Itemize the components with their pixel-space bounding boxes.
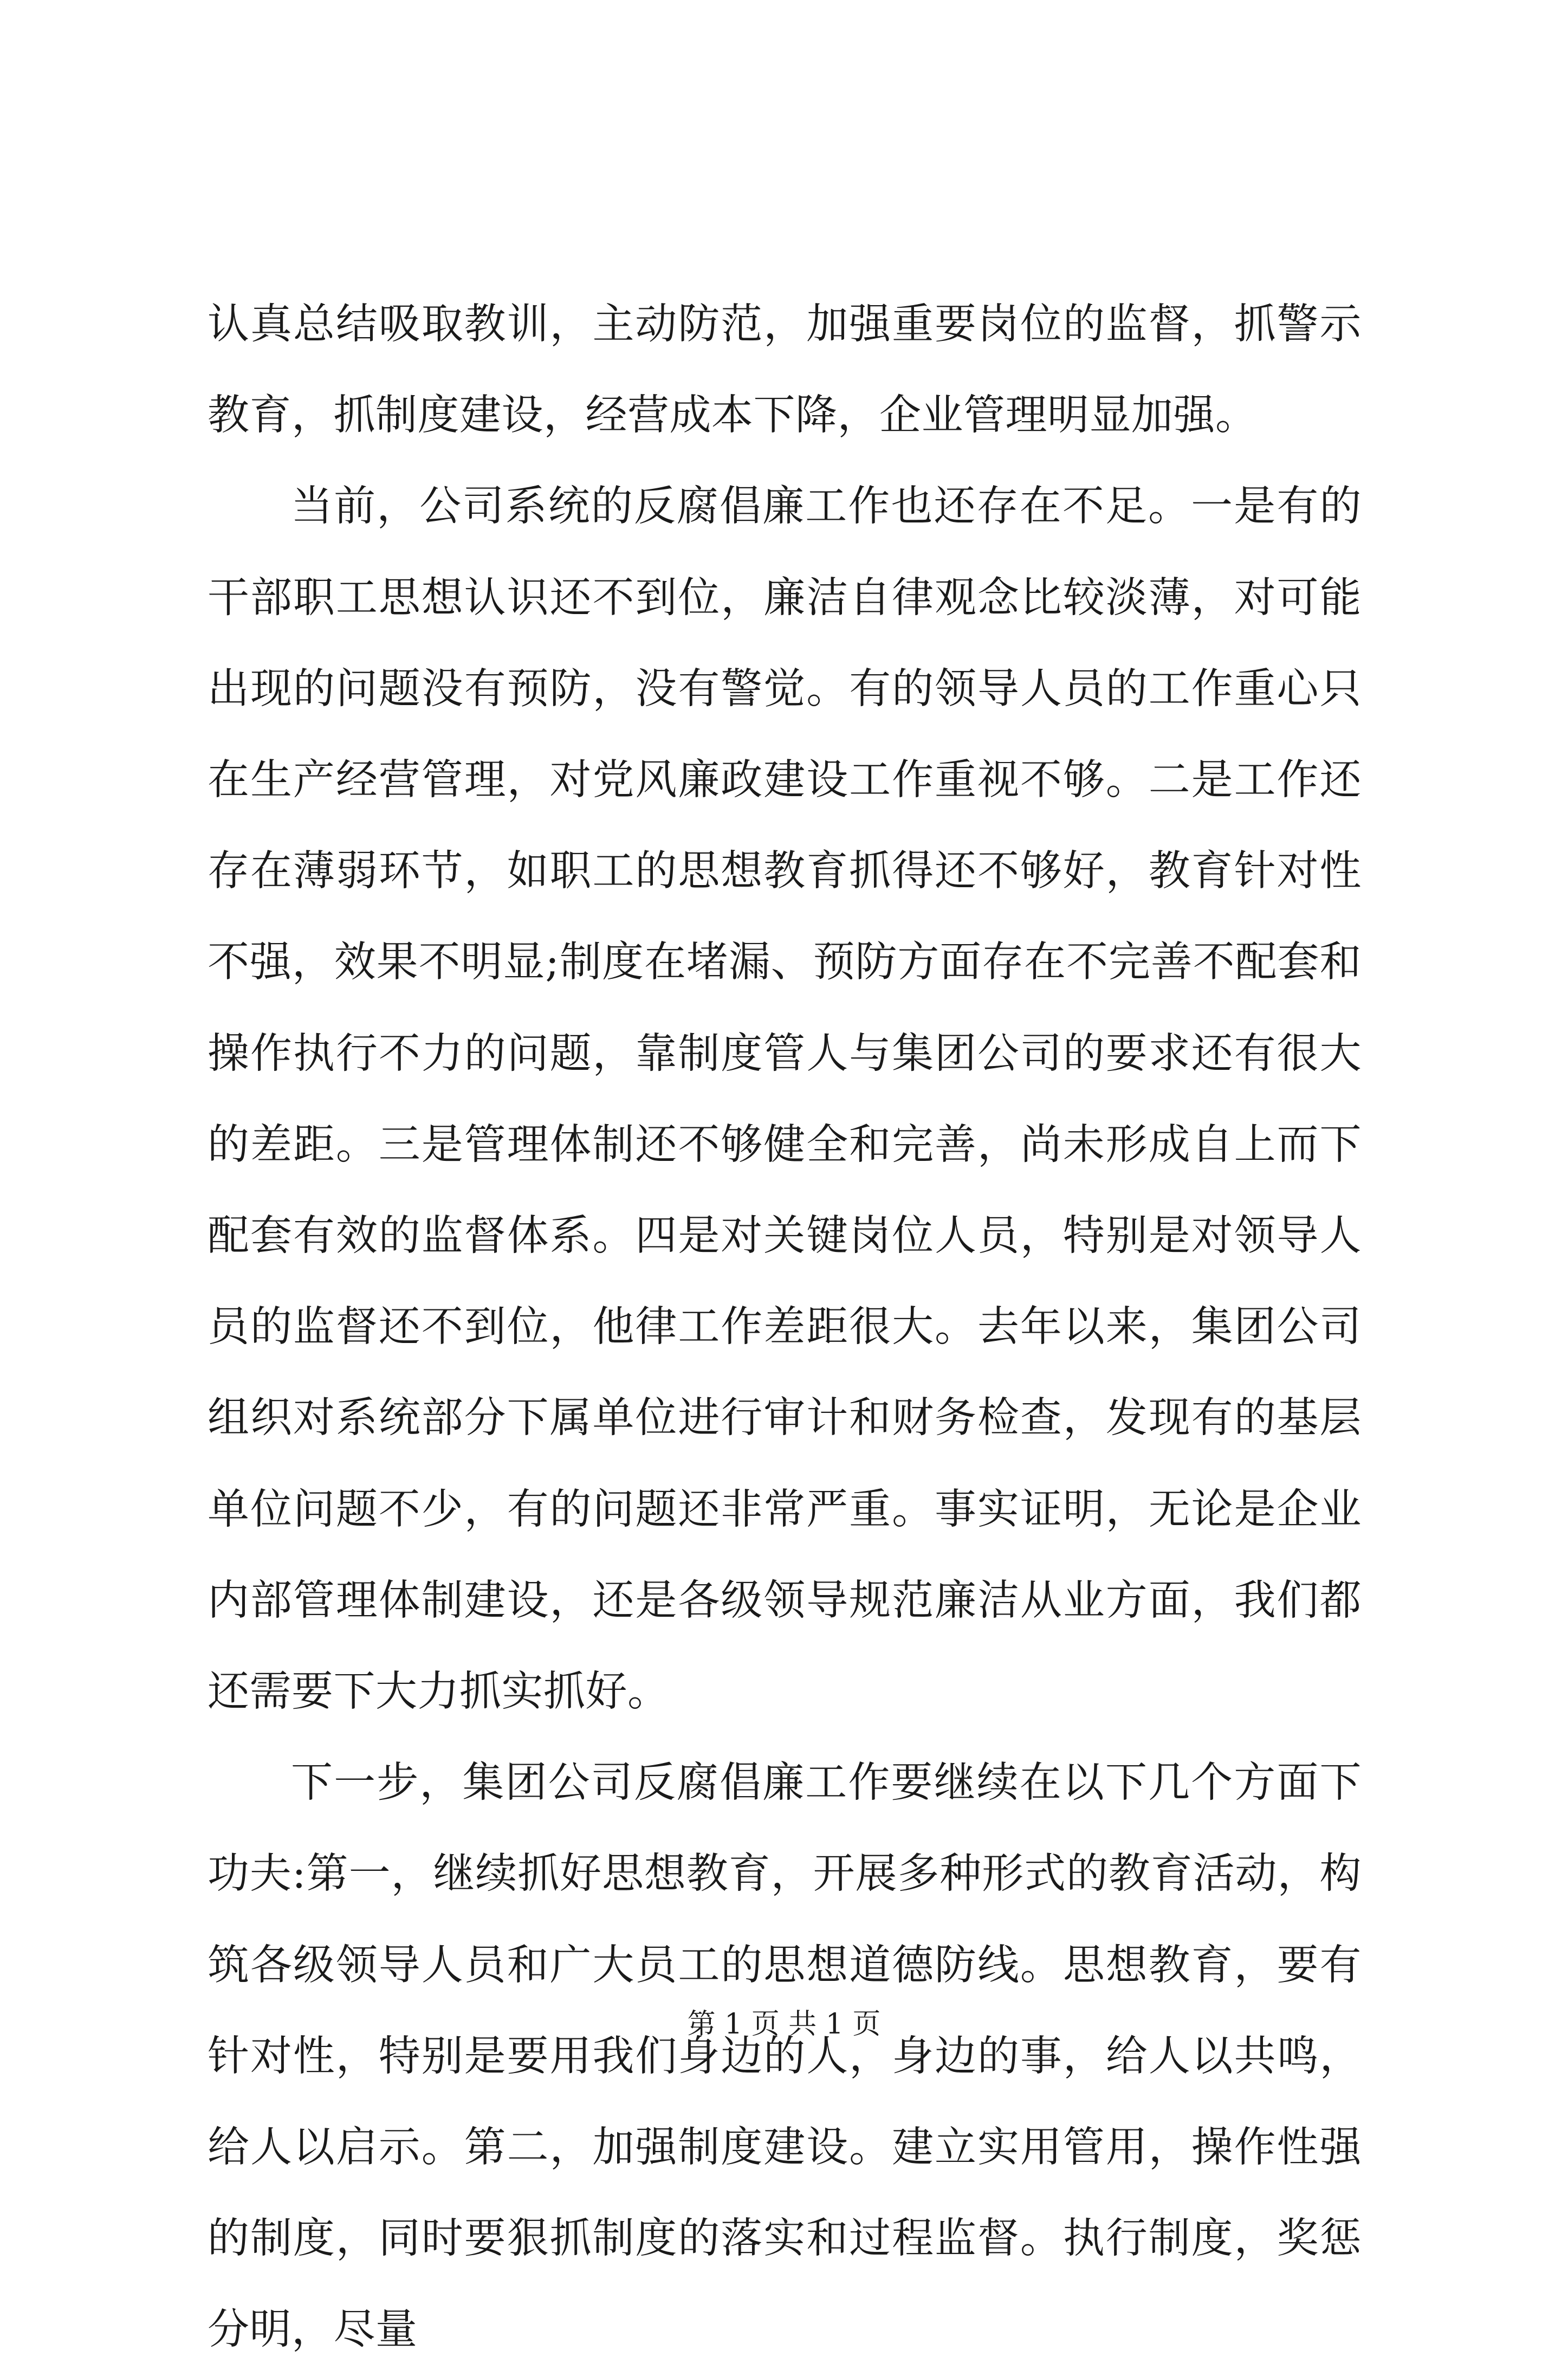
paragraph-next-steps: 下一步，集团公司反腐倡廉工作要继续在以下几个方面下功夫:第一，继续抓好思想教育，开展多种形式的教育活动，构筑各级领导人员和广大员工的思想道德防线。思想教育，要有针对性，特别是要用我们身边的人，身边的事，给人以共鸣，给人以启示。第二，加强制度建设。建立实用管用，操作性强的制度，同时要狠抓制度的落实和过程监督。执行制度，奖惩分明，尽量 — [208, 1759, 1362, 2354]
paragraph-continuation: 认真总结吸取教训，主动防范，加强重要岗位的监督，抓警示教育，抓制度建设，经营成本下降，企业管理明显加强。 — [208, 300, 1362, 440]
paragraph-current-shortcomings: 当前，公司系统的反腐倡廉工作也还存在不足。一是有的干部职工思想认识还不到位，廉洁自律观念比较淡薄，对可能出现的问题没有预防，没有警觉。有的领导人员的工作重心只在生产经营管理，对党风廉政建设工作重视不够。二是工作还存在薄弱环节，如职工的思想教育抓得还不够好，教育针对性不强，效果不明显;制度在堵漏、预防方面存在不完善不配套和操作执行不力的问题，靠制度管人与集团公司的要求还有很大的差距。三是管理体制还不够健全和完善，尚未形成自上而下配套有效的监督体系。四是对关键岗位人员，特别是对领导人员的监督还不到位，他律工作差距很大。去年以来，集团公司组织对系统部分下属单位进行审计和财务检查，发现有的基层单位问题不少，有的问题还非常严重。事实证明，无论是企业内部管理体制建设，还是各级领导规范廉洁从业方面，我们都还需要下大力抓实抓好。 — [208, 482, 1362, 1716]
page-footer: 第 1 页 共 1 页 — [687, 2008, 881, 2041]
document-body — [208, 279, 1362, 2376]
